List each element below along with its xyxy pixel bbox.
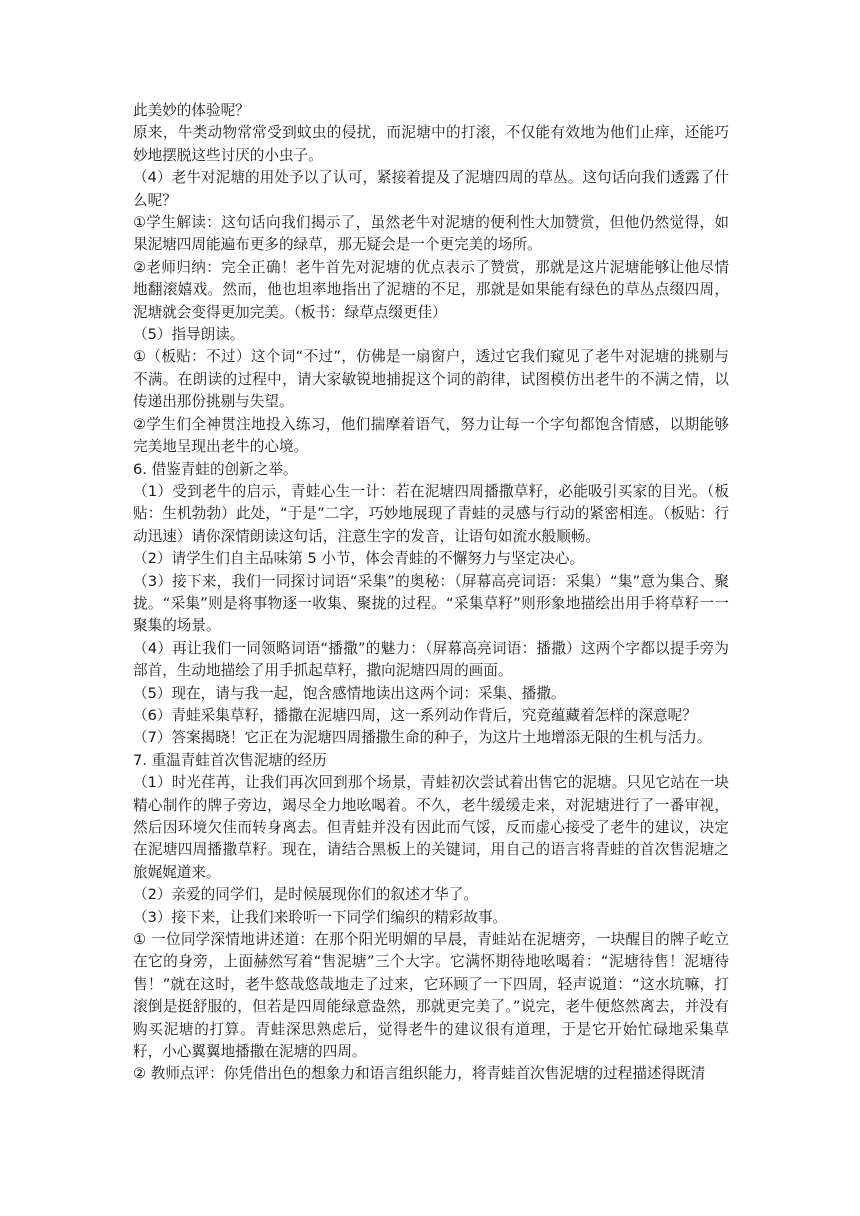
section-heading: 6. 借鉴青蛙的创新之举。: [133, 460, 298, 478]
paragraph: （7）答案揭晓！它正在为泥塘四周播撒生命的种子，为这片土地增添无限的生机与活力。: [133, 729, 712, 747]
paragraph: （6）青蛙采集草籽，播撒在泥塘四周，这一系列动作背后，究竟蕴藏着怎样的深意呢？: [133, 706, 697, 724]
paragraph: ①学生解读：这句话向我们揭示了，虽然老牛对泥塘的便利性大加赞赏，但他仍然觉得，如果泥塘四周能遍布更多的绿草，那无疑会是一个更完美的场所。: [133, 214, 729, 254]
paragraph: （2）亲爱的同学们，是时候展现你们的叙述才华了。: [133, 886, 478, 904]
section-heading: 7. 重温青蛙首次售泥塘的经历: [133, 751, 327, 769]
paragraph: （2）请学生们自主品味第 5 小节，体会青蛙的不懈努力与坚定决心。: [133, 550, 585, 568]
paragraph: （5）现在，请与我一起，饱含感情地读出这两个词：采集、播撒。: [133, 684, 566, 702]
document-body: [133, 100, 729, 1086]
paragraph: （1）时光荏苒，让我们再次回到那个场景，青蛙初次尝试着出售它的泥塘。只见它站在一块精心制作的牌子旁边，竭尽全力地吆喝着。不久，老牛缓缓走来，对泥塘进行了一番审视，然后因环境欠佳而转身离去。但青蛙并没有因此而气馁，反而虚心接受了老牛的建议，决定在泥塘四周播撒草籽。现在，请结合黑板上的关键词，用自己的语言将青蛙的首次售泥塘之旅娓娓道来。: [133, 774, 729, 881]
paragraph: （3）接下来，我们一同探讨词语“采集”的奥秘：（屏幕高亮词语：采集）“集”意为集合、聚拢。“采集”则是将事物逐一收集、聚拢的过程。“采集草籽”则形象地描绘出用手将草籽一一聚集的场景。: [133, 572, 729, 635]
paragraph: （4）再让我们一同领略词语“播撒”的魅力：（屏幕高亮词语：播撒）这两个字都以提手旁为部首，生动地描绘了用手抓起草籽，撒向泥塘四周的画面。: [133, 639, 729, 680]
paragraph: （4）老牛对泥塘的用处予以了认可，紧接着提及了泥塘四周的草丛。这句话向我们透露了什么呢？: [133, 169, 729, 209]
paragraph: ①（板贴：不过）这个词“不过”，仿佛是一扇窗户，透过它我们窥见了老牛对泥塘的挑剔与不满。在朗读的过程中，请大家敏锐地捕捉这个词的韵律，试图模仿出老牛的不满之情，以传递出那份挑剔与失望。: [133, 348, 729, 411]
paragraph: ②学生们全神贯注地投入练习，他们揣摩着语气，努力让每一个字句都饱含情感，以期能够完美地呈现出老牛的心境。: [133, 415, 729, 456]
paragraph: （5）指导朗读。: [133, 326, 245, 344]
paragraph: 此美妙的体验呢？: [133, 102, 250, 119]
paragraph: （3）接下来，让我们来聆听一下同学们编织的精彩故事。: [133, 908, 508, 926]
paragraph: ② 教师点评：你凭借出色的想象力和语言组织能力，将青蛙首次售泥塘的过程描述得既清: [133, 1065, 706, 1083]
paragraph: ②老师归纳：完全正确！老牛首先对泥塘的优点表示了赞赏，那就是这片泥塘能够让他尽情地翻滚嬉戏。然而，他也坦率地指出了泥塘的不足，那就是如果能有绿色的草丛点缀四周，泥塘就会变得更加完美。（板书：绿草点缀更佳）: [133, 258, 729, 321]
paragraph: ① 一位同学深情地讲述道：在那个阳光明媚的早晨，青蛙站在泥塘旁，一块醒目的牌子屹立在它的身旁，上面赫然写着“售泥塘”三个大字。它满怀期待地吆喝着：“泥塘待售！泥塘待售！”就在这时，老牛悠哉悠哉地走了过来，它环顾了一下四周，轻声说道：“这水坑嘛，打滚倒是挺舒服的，但若是四周能绿意盎然，那就更完美了。”说完，老牛便悠然离去，并没有购买泥塘的打算。青蛙深思熟虑后，觉得老牛的建议很有道理，于是它开始忙碌地采集草籽，小心翼翼地播撒在泥塘的四周。: [133, 931, 729, 1061]
paragraph: 原来，牛类动物常常受到蚊虫的侵扰，而泥塘中的打滚，不仅能有效地为他们止痒，还能巧妙地摆脱这些讨厌的小虫子。: [133, 124, 729, 164]
paragraph: （1）受到老牛的启示，青蛙心生一计：若在泥塘四周播撒草籽，必能吸引买家的目光。（板贴：生机勃勃）此处，“于是”二字，巧妙地展现了青蛙的灵感与行动的紧密相连。（板贴：行动迅速）请你深情朗读这句话，注意生字的发音，让语句如流水般顺畅。: [133, 482, 729, 545]
